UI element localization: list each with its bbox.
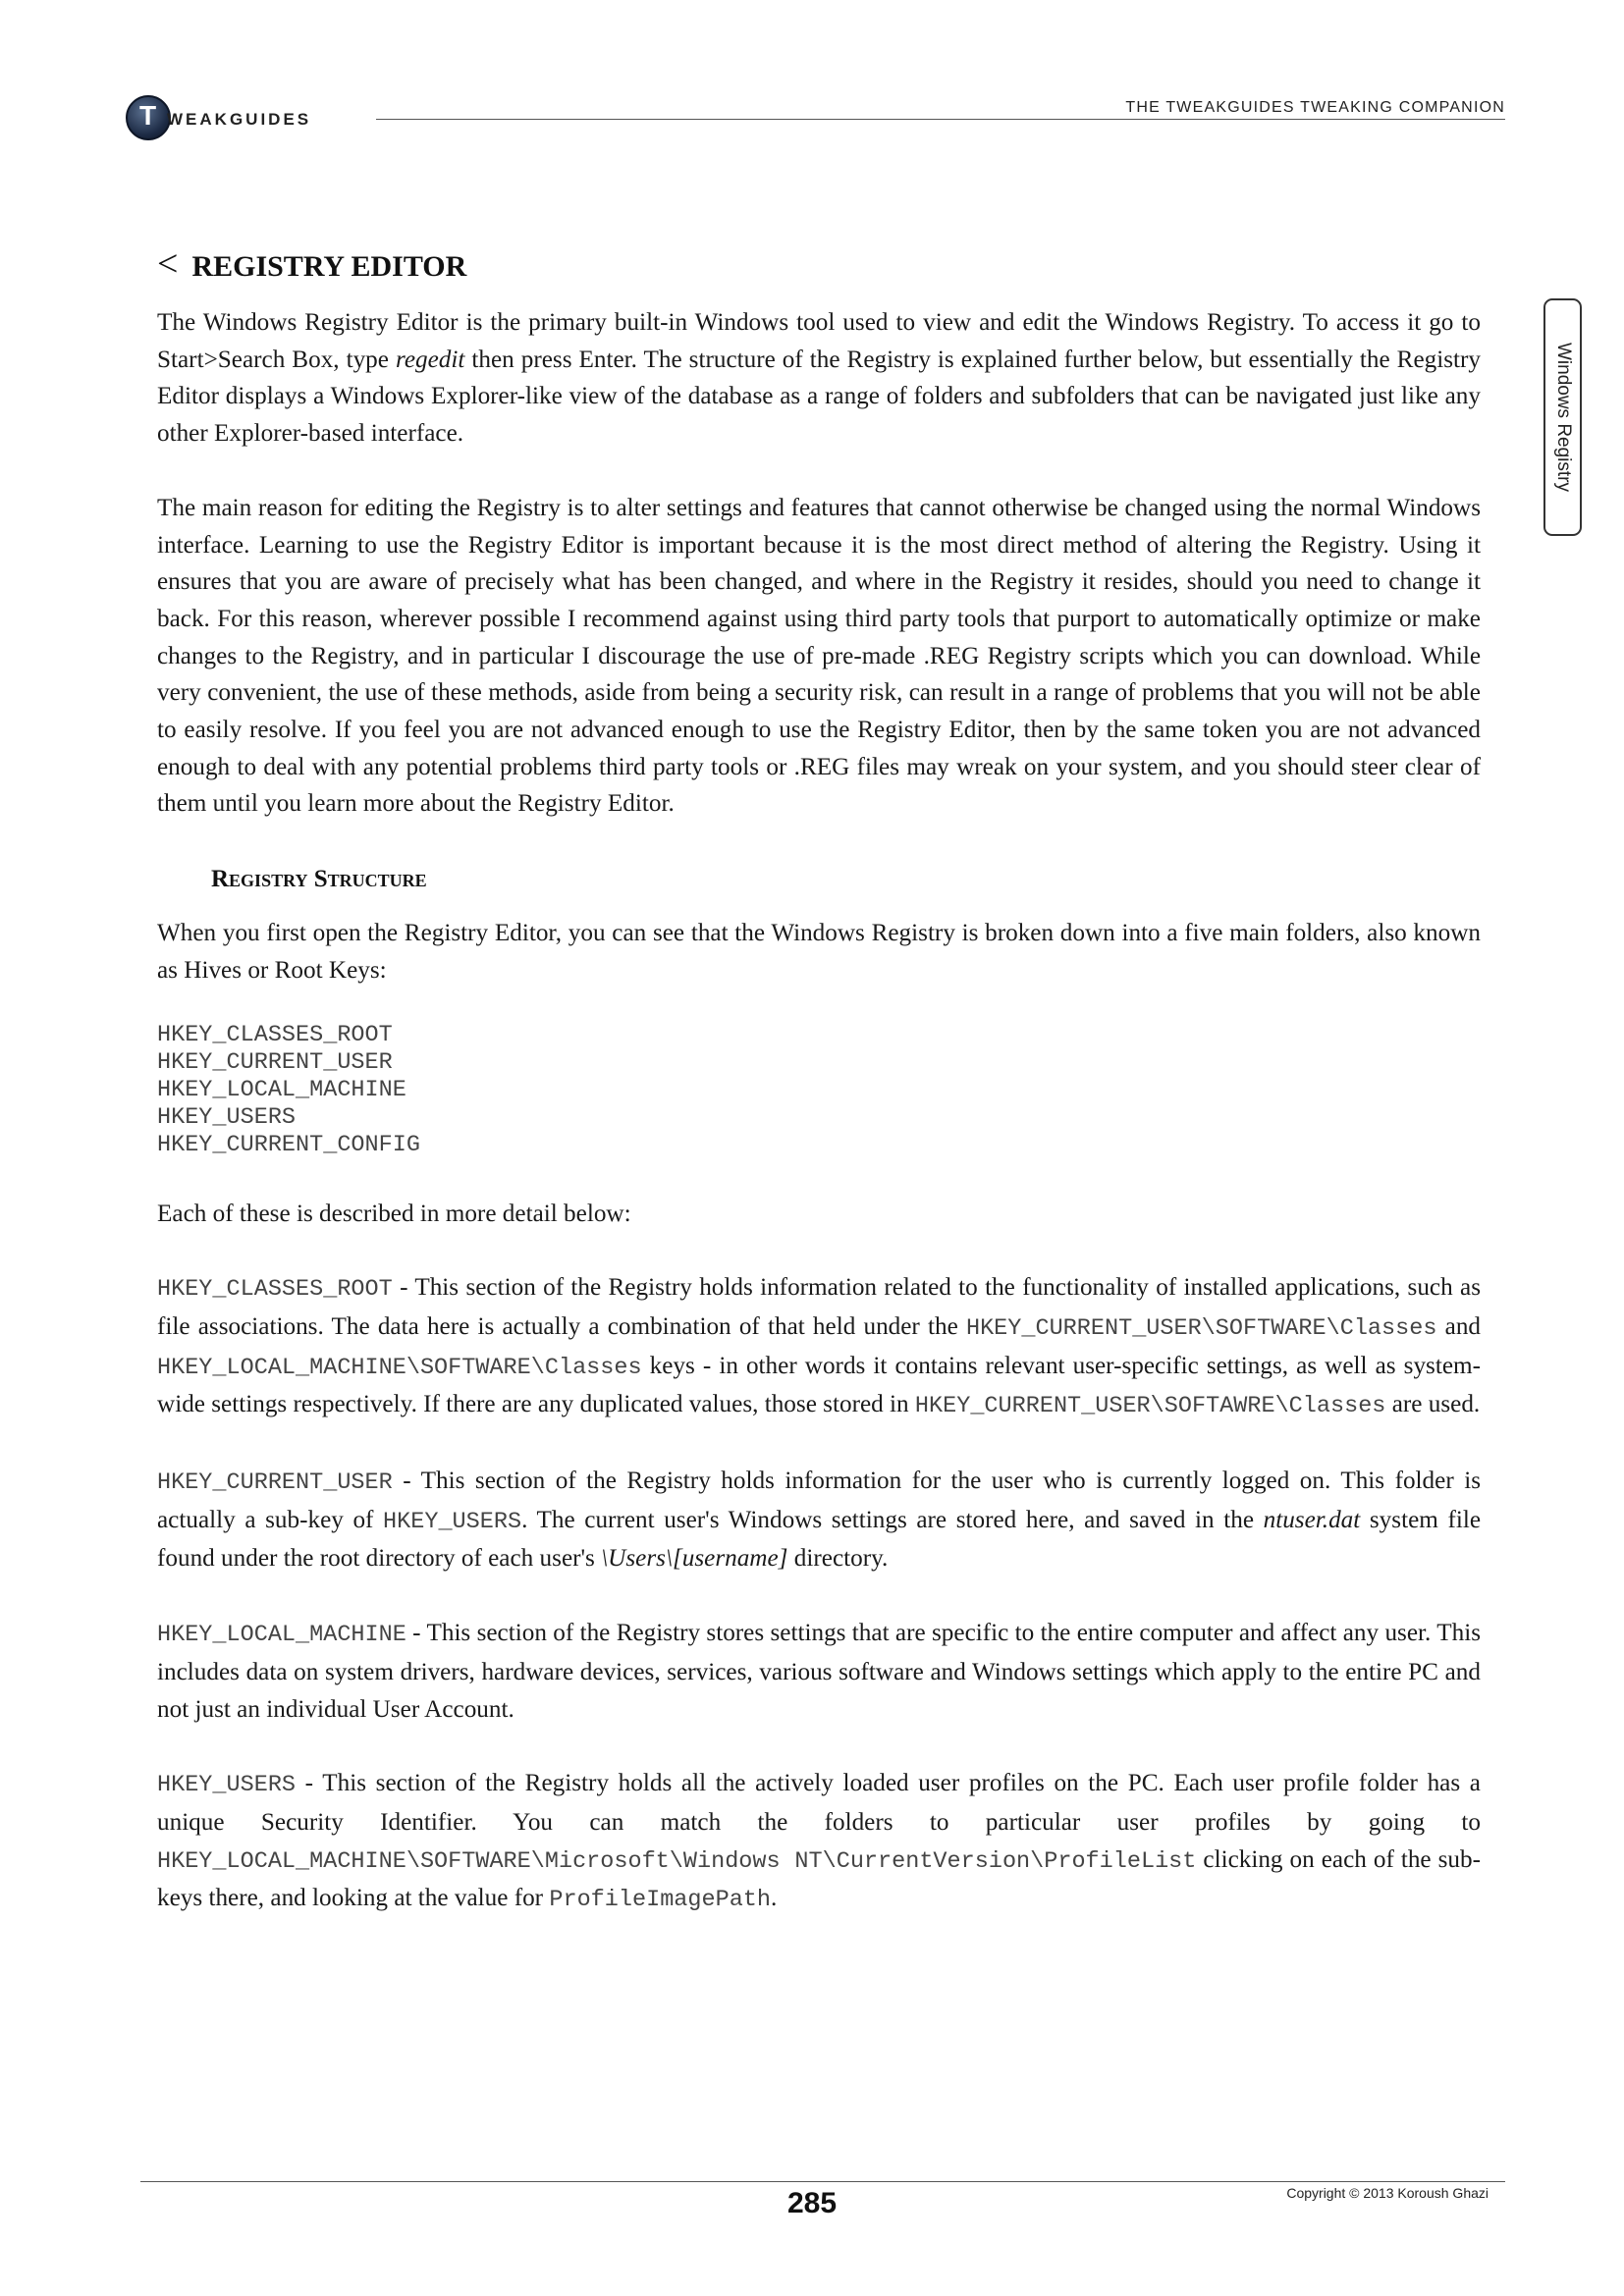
text-run: keys - in other words it contains relevant user-specific settings, as well as system-wide settings respectively. If there are any duplicated values, those stored in [157,1352,1481,1418]
text-run: system file found under the root directory of each user's [157,1506,1482,1573]
text-run: - This section of the Registry holds information for the user who is currently logged on. This folder is actually a sub-key of [157,1468,1481,1533]
root-key-list [157,1022,1481,1159]
text-run: - This section of the Registry stores settings that are specific to the entire computer and affect any user. This includes data on system drivers, hardware devices, services, various software and Windows settings which apply to the entire PC and not just an individual User Account. [157,1620,1481,1723]
code-key: HKEY_CLASSES_ROOT [157,1276,393,1304]
copyright-notice: Copyright © 2013 Koroush Ghazi [1286,2185,1489,2201]
code-key: HKEY_LOCAL_MACHINE [157,1622,406,1649]
code-key: HKEY_LOCAL_MACHINE\SOFTWARE\Classes [157,1354,642,1381]
root-key-item: HKEY_CLASSES_ROOT [157,1021,393,1048]
footer-rule [140,2181,1505,2182]
section-heading [157,243,1481,288]
text-run: - This section of the Registry holds information related to the functionality of installed applications, such as file associations. The data here is actually a combination of that held under the [157,1274,1481,1340]
file-name-emphasis: ntuser.dat [1263,1506,1361,1533]
section-marker: < [157,243,179,285]
structure-paragraph: When you first open the Registry Editor, you can see that the Windows Registry is broken down into a five main folders, also known as Hives or Root Keys: [157,920,1481,984]
tweakguides-logo-icon [126,95,171,140]
root-key-item: HKEY_CURRENT_USER [157,1048,393,1076]
text-run: then press Enter. The structure of the Registry is explained further below, but essentially the Registry Editor displays a Windows Explorer-like view of the database as a range of folders and subfolders that can be navigated just like any other Explorer-based interface. [157,346,1482,448]
code-key: HKEY_CURRENT_USER\SOFTAWRE\Classes [914,1393,1386,1420]
root-key-item: HKEY_LOCAL_MACHINE [157,1076,406,1103]
regedit-emphasis: regedit [395,346,465,373]
code-key: HKEY_CURRENT_USER\SOFTWARE\Classes [965,1314,1437,1342]
text-run: . The current user's Windows settings are stored here, and saved in the [521,1506,1264,1533]
code-key: HKEY_LOCAL_MACHINE\SOFTWARE\Microsoft\Windows NT\CurrentVersion\ProfileList [157,1847,1197,1875]
header-rule [376,119,1505,120]
section-title: REGISTRY EDITOR [191,250,467,283]
hkcu-paragraph [157,1463,1481,1577]
logo-text: WEAKGUIDES [167,110,312,129]
text-run: . [771,1885,778,1912]
detail-intro-paragraph: Each of these is described in more detail below: [157,1200,631,1227]
code-key: HKEY_CURRENT_USER [157,1469,393,1497]
header-title: THE TWEAKGUIDES TWEAKING COMPANION [1125,99,1505,116]
chapter-side-tab [1543,298,1582,536]
code-key: ProfileImagePath [549,1887,772,1914]
text-run: The Windows Registry Editor is the primary built-in Windows tool used to view and edit the Windows Registry. To access it go to Start>Search Box, type [157,309,1481,373]
code-key: HKEY_USERS [157,1772,297,1799]
code-key: HKEY_USERS [383,1508,522,1535]
side-tab-label: Windows Registry [1552,342,1574,493]
path-emphasis: \Users\[username] [601,1545,788,1573]
logo-letter: T [139,100,157,131]
page-content [157,243,1481,1956]
hku-paragraph [157,1765,1481,1919]
subsection-heading: Registry Structure [211,866,427,893]
hkcr-paragraph [157,1269,1481,1425]
text-run: directory. [787,1545,889,1573]
intro-paragraph-2: The main reason for editing the Registry is to alter settings and features that cannot otherwise be changed using the normal Windows interface. Learning to use the Registry Editor is important because it is the most direct method of altering the Registry. Using it ensures that you are aware of precisely what has been changed, and where in the Registry it resides, should you need to change it back. For this reason, wherever possible I recommend against using third party tools that purport to automatically optimize or make changes to the Registry, and in particular I discourage the use of pre-made .REG Registry scripts which you can download. While very convenient, the use of these methods, aside from being a security risk, can result in a range of problems that you will not be able to easily resolve. If you feel you are not advanced enough to use the Registry Editor, then by the same token you are not advanced enough to deal with any potential problems third party tools or .REG files may wreak on your system, and you should steer clear of them until you learn more about the Registry Editor. [157,494,1481,818]
text-run: are used. [1385,1391,1481,1418]
hklm-paragraph [157,1615,1481,1728]
page-number: 285 [786,2187,838,2219]
text-run: clicking on each of the sub-keys there, and looking at the value for [157,1845,1481,1912]
text-run: - This section of the Registry holds all the actively loaded user profiles on the PC. Each user profile folder has a unique Security Identifier. You can match the folders to particular user profiles by going to [157,1770,1481,1836]
intro-paragraph-1 [157,304,1481,453]
root-key-item: HKEY_CURRENT_CONFIG [157,1131,420,1158]
root-key-item: HKEY_USERS [157,1103,297,1131]
text-run: and [1436,1312,1482,1340]
